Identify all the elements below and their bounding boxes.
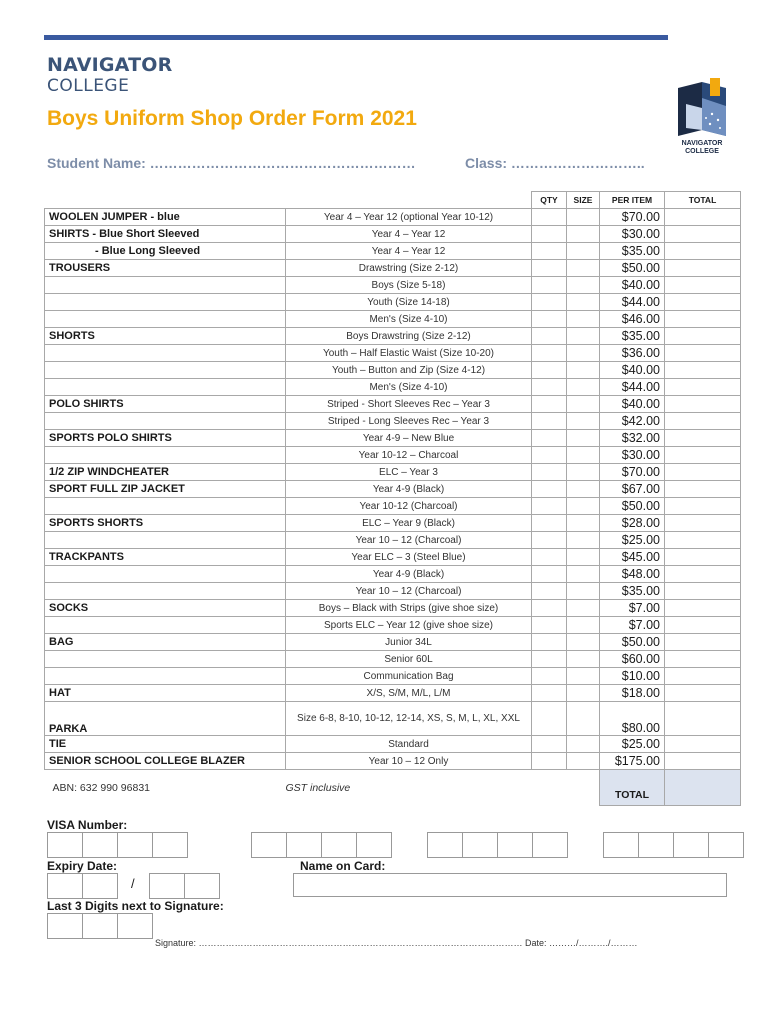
table-row xyxy=(45,532,741,549)
total-cell[interactable] xyxy=(665,600,741,617)
table-row xyxy=(45,634,741,651)
item-name: PARKA xyxy=(45,702,286,736)
size-cell[interactable] xyxy=(567,396,600,413)
price-cell: $48.00 xyxy=(600,566,665,583)
abn-text: ABN: 632 990 96831 xyxy=(52,781,150,794)
table-row xyxy=(45,464,741,481)
table-row xyxy=(45,447,741,464)
size-cell[interactable] xyxy=(567,566,600,583)
item-name: TRACKPANTS xyxy=(45,549,286,566)
item-description: Year 10-12 – Charcoal xyxy=(286,447,532,464)
table-row xyxy=(45,277,741,294)
total-cell[interactable] xyxy=(665,430,741,447)
header-total: TOTAL xyxy=(665,192,741,209)
price-cell: $35.00 xyxy=(600,583,665,600)
price-cell: $50.00 xyxy=(600,260,665,277)
cvv-digit-box[interactable] xyxy=(47,913,83,939)
item-description: Youth – Button and Zip (Size 4-12) xyxy=(286,362,532,379)
qty-cell[interactable] xyxy=(532,498,567,515)
item-name xyxy=(45,651,286,668)
item-description: ELC – Year 9 (Black) xyxy=(286,515,532,532)
size-cell[interactable] xyxy=(567,549,600,566)
total-cell[interactable] xyxy=(665,532,741,549)
qty-cell[interactable] xyxy=(532,413,567,430)
table-row xyxy=(45,685,741,702)
qty-cell[interactable] xyxy=(532,634,567,651)
size-cell[interactable] xyxy=(567,413,600,430)
item-description: Standard xyxy=(286,736,532,753)
cvv-digit-box[interactable] xyxy=(82,913,118,939)
item-description: Boys – Black with Strips (give shoe size) xyxy=(286,600,532,617)
price-cell: $67.00 xyxy=(600,481,665,498)
size-cell[interactable] xyxy=(567,498,600,515)
item-name: TIE xyxy=(45,736,286,753)
item-description: Year 4 – Year 12 xyxy=(286,226,532,243)
qty-cell[interactable] xyxy=(532,379,567,396)
item-description: X/S, S/M, M/L, L/M xyxy=(286,685,532,702)
price-cell: $44.00 xyxy=(600,379,665,396)
table-row xyxy=(45,617,741,634)
qty-cell[interactable] xyxy=(532,702,567,736)
qty-cell[interactable] xyxy=(532,600,567,617)
price-cell: $70.00 xyxy=(600,464,665,481)
price-cell: $40.00 xyxy=(600,362,665,379)
table-row xyxy=(45,600,741,617)
item-description: Year 4-9 – New Blue xyxy=(286,430,532,447)
visa-digit-box[interactable] xyxy=(497,832,533,858)
visa-digit-box[interactable] xyxy=(708,832,744,858)
header-per-item: PER ITEM xyxy=(600,192,665,209)
page-title: Boys Uniform Shop Order Form 2021 xyxy=(47,107,417,130)
table-row xyxy=(45,396,741,413)
price-cell: $30.00 xyxy=(600,447,665,464)
footer-blank xyxy=(532,770,567,806)
table-header-row xyxy=(45,192,741,209)
price-cell: $70.00 xyxy=(600,209,665,226)
item-description: Junior 34L xyxy=(286,634,532,651)
total-cell[interactable] xyxy=(665,396,741,413)
table-row xyxy=(45,481,741,498)
item-description: Youth (Size 14-18) xyxy=(286,294,532,311)
gst-text: GST inclusive xyxy=(285,781,351,794)
item-name xyxy=(45,617,286,634)
price-cell: $45.00 xyxy=(600,549,665,566)
table-row xyxy=(45,566,741,583)
price-cell: $32.00 xyxy=(600,430,665,447)
table-row xyxy=(45,362,741,379)
total-cell[interactable] xyxy=(665,311,741,328)
qty-cell[interactable] xyxy=(532,617,567,634)
table-row xyxy=(45,651,741,668)
item-description: Year ELC – 3 (Steel Blue) xyxy=(286,549,532,566)
qty-cell[interactable] xyxy=(532,294,567,311)
price-cell: $25.00 xyxy=(600,532,665,549)
visa-digit-box[interactable] xyxy=(117,832,153,858)
size-cell[interactable] xyxy=(567,447,600,464)
qty-cell[interactable] xyxy=(532,209,567,226)
item-name xyxy=(45,566,286,583)
item-name: - Blue Long Sleeved xyxy=(45,243,286,260)
total-cell[interactable] xyxy=(665,651,741,668)
cvv-boxes xyxy=(47,913,152,939)
table-row xyxy=(45,260,741,277)
price-cell: $25.00 xyxy=(600,736,665,753)
total-cell[interactable] xyxy=(665,294,741,311)
qty-cell[interactable] xyxy=(532,668,567,685)
brand-name: NAVIGATOR xyxy=(47,54,173,76)
expiry-label: Expiry Date: xyxy=(47,859,118,873)
total-cell[interactable] xyxy=(665,753,741,770)
table-row xyxy=(45,328,741,345)
visa-label: VISA Number: xyxy=(47,818,128,832)
total-cell[interactable] xyxy=(665,447,741,464)
size-cell[interactable] xyxy=(567,260,600,277)
table-footer-row xyxy=(45,770,741,806)
qty-cell[interactable] xyxy=(532,277,567,294)
item-name xyxy=(45,362,286,379)
visa-digit-box[interactable] xyxy=(47,832,83,858)
item-description: Size 6-8, 8-10, 10-12, 12-14, XS, S, M, L, XL, XXL xyxy=(286,702,532,736)
qty-cell[interactable] xyxy=(532,736,567,753)
table-row xyxy=(45,736,741,753)
item-name xyxy=(45,277,286,294)
total-cell[interactable] xyxy=(665,566,741,583)
item-description: Boys Drawstring (Size 2-12) xyxy=(286,328,532,345)
table-row xyxy=(45,209,741,226)
student-name-field[interactable]: Student Name: ………………………………………………… xyxy=(47,155,416,171)
size-cell[interactable] xyxy=(567,702,600,736)
price-cell: $44.00 xyxy=(600,294,665,311)
total-cell[interactable] xyxy=(665,209,741,226)
qty-cell[interactable] xyxy=(532,566,567,583)
item-name: SPORTS SHORTS xyxy=(45,515,286,532)
item-name: HAT xyxy=(45,685,286,702)
item-description: Drawstring (Size 2-12) xyxy=(286,260,532,277)
logo-caption-line2: COLLEGE xyxy=(685,148,719,155)
size-cell[interactable] xyxy=(567,651,600,668)
visa-digit-box[interactable] xyxy=(321,832,357,858)
size-cell[interactable] xyxy=(567,311,600,328)
header-qty: QTY xyxy=(532,192,567,209)
table-row xyxy=(45,583,741,600)
item-name xyxy=(45,413,286,430)
visa-digit-box[interactable] xyxy=(673,832,709,858)
total-cell[interactable] xyxy=(665,413,741,430)
visa-digit-box[interactable] xyxy=(82,832,118,858)
item-description: Men's (Size 4-10) xyxy=(286,311,532,328)
qty-cell[interactable] xyxy=(532,753,567,770)
item-name xyxy=(45,311,286,328)
price-cell: $7.00 xyxy=(600,600,665,617)
size-cell[interactable] xyxy=(567,753,600,770)
price-cell: $10.00 xyxy=(600,668,665,685)
item-name xyxy=(45,583,286,600)
price-cell: $35.00 xyxy=(600,243,665,260)
header-blank xyxy=(286,192,532,209)
price-cell: $7.00 xyxy=(600,617,665,634)
price-cell: $46.00 xyxy=(600,311,665,328)
size-cell[interactable] xyxy=(567,736,600,753)
price-cell: $40.00 xyxy=(600,396,665,413)
size-cell[interactable] xyxy=(567,617,600,634)
size-cell[interactable] xyxy=(567,362,600,379)
table-row xyxy=(45,549,741,566)
size-cell[interactable] xyxy=(567,464,600,481)
qty-cell[interactable] xyxy=(532,685,567,702)
item-name: 1/2 ZIP WINDCHEATER xyxy=(45,464,286,481)
table-row xyxy=(45,430,741,447)
item-name: SHIRTS - Blue Short Sleeved xyxy=(45,226,286,243)
total-cell[interactable] xyxy=(665,243,741,260)
item-name xyxy=(45,379,286,396)
total-cell[interactable] xyxy=(665,736,741,753)
item-description: Sports ELC – Year 12 (give shoe size) xyxy=(286,617,532,634)
visa-digit-box[interactable] xyxy=(462,832,498,858)
order-table xyxy=(44,191,741,806)
price-cell: $30.00 xyxy=(600,226,665,243)
class-field[interactable]: Class: ……………………….. xyxy=(465,155,645,171)
item-name: WOOLEN JUMPER - blue xyxy=(45,209,286,226)
table-row xyxy=(45,379,741,396)
total-cell[interactable] xyxy=(665,277,741,294)
total-cell[interactable] xyxy=(665,583,741,600)
total-cell[interactable] xyxy=(665,685,741,702)
qty-cell[interactable] xyxy=(532,243,567,260)
qty-cell[interactable] xyxy=(532,260,567,277)
visa-digit-box[interactable] xyxy=(251,832,287,858)
item-description: Youth – Half Elastic Waist (Size 10-20) xyxy=(286,345,532,362)
item-description: Striped - Short Sleeves Rec – Year 3 xyxy=(286,396,532,413)
size-cell[interactable] xyxy=(567,277,600,294)
qty-cell[interactable] xyxy=(532,447,567,464)
size-cell[interactable] xyxy=(567,583,600,600)
total-cell[interactable] xyxy=(665,668,741,685)
total-label: TOTAL xyxy=(600,770,665,806)
total-cell[interactable] xyxy=(665,634,741,651)
name-on-card-field[interactable] xyxy=(293,873,727,897)
item-name: SOCKS xyxy=(45,600,286,617)
total-cell[interactable] xyxy=(665,379,741,396)
item-description: Communication Bag xyxy=(286,668,532,685)
visa-digit-box[interactable] xyxy=(638,832,674,858)
qty-cell[interactable] xyxy=(532,651,567,668)
visa-digit-box[interactable] xyxy=(286,832,322,858)
table-row xyxy=(45,498,741,515)
qty-cell[interactable] xyxy=(532,515,567,532)
item-name xyxy=(45,294,286,311)
qty-cell[interactable] xyxy=(532,430,567,447)
item-description: Year 4-9 (Black) xyxy=(286,566,532,583)
qty-cell[interactable] xyxy=(532,464,567,481)
price-cell: $36.00 xyxy=(600,345,665,362)
qty-cell[interactable] xyxy=(532,549,567,566)
total-cell[interactable] xyxy=(665,617,741,634)
item-description: Year 4-9 (Black) xyxy=(286,481,532,498)
item-description: Striped - Long Sleeves Rec – Year 3 xyxy=(286,413,532,430)
logo-caption-line1: NAVIGATOR xyxy=(681,140,723,147)
item-name: SPORTS POLO SHIRTS xyxy=(45,430,286,447)
visa-group-4 xyxy=(603,832,743,858)
size-cell[interactable] xyxy=(567,226,600,243)
expiry-digit-box[interactable] xyxy=(47,873,83,899)
size-cell[interactable] xyxy=(567,668,600,685)
table-row xyxy=(45,668,741,685)
price-cell: $60.00 xyxy=(600,651,665,668)
size-cell[interactable] xyxy=(567,515,600,532)
qty-cell[interactable] xyxy=(532,345,567,362)
size-cell[interactable] xyxy=(567,379,600,396)
total-cell[interactable] xyxy=(665,498,741,515)
size-cell[interactable] xyxy=(567,600,600,617)
qty-cell[interactable] xyxy=(532,532,567,549)
visa-digit-box[interactable] xyxy=(532,832,568,858)
total-cell[interactable] xyxy=(665,515,741,532)
size-cell[interactable] xyxy=(567,430,600,447)
expiry-slash: / xyxy=(131,876,135,891)
total-cell[interactable] xyxy=(665,464,741,481)
signature-line[interactable]: Signature: ……………………………………………………………………………………………… Date: ………/………./……… xyxy=(155,938,638,948)
table-row xyxy=(45,294,741,311)
expiry-digit-box[interactable] xyxy=(184,873,220,899)
size-cell[interactable] xyxy=(567,243,600,260)
qty-cell[interactable] xyxy=(532,328,567,345)
size-cell[interactable] xyxy=(567,345,600,362)
table-row xyxy=(45,702,741,736)
total-cell[interactable] xyxy=(665,549,741,566)
size-cell[interactable] xyxy=(567,532,600,549)
header-blank xyxy=(45,192,286,209)
brand-college: COLLEGE xyxy=(47,76,130,96)
total-cell[interactable] xyxy=(665,702,741,736)
item-description: Men's (Size 4-10) xyxy=(286,379,532,396)
total-cell[interactable] xyxy=(665,345,741,362)
table-row xyxy=(45,226,741,243)
item-description: Year 10 – 12 (Charcoal) xyxy=(286,532,532,549)
grand-total-cell[interactable] xyxy=(665,770,741,806)
price-cell: $35.00 xyxy=(600,328,665,345)
total-cell[interactable] xyxy=(665,260,741,277)
visa-digit-box[interactable] xyxy=(356,832,392,858)
total-cell[interactable] xyxy=(665,328,741,345)
item-name xyxy=(45,498,286,515)
cvv-label: Last 3 Digits next to Signature: xyxy=(47,899,224,913)
table-row xyxy=(45,243,741,260)
item-name: SENIOR SCHOOL COLLEGE BLAZER xyxy=(45,753,286,770)
table-row xyxy=(45,311,741,328)
item-description: Senior 60L xyxy=(286,651,532,668)
visa-digit-box[interactable] xyxy=(603,832,639,858)
item-name: SHORTS xyxy=(45,328,286,345)
size-cell[interactable] xyxy=(567,294,600,311)
price-cell: $80.00 xyxy=(600,702,665,736)
visa-group-3 xyxy=(427,832,567,858)
item-name: TROUSERS xyxy=(45,260,286,277)
size-cell[interactable] xyxy=(567,209,600,226)
item-name: BAG xyxy=(45,634,286,651)
qty-cell[interactable] xyxy=(532,396,567,413)
item-name xyxy=(45,447,286,464)
price-cell: $50.00 xyxy=(600,634,665,651)
visa-group-1 xyxy=(47,832,187,858)
item-description: Year 10 – 12 Only xyxy=(286,753,532,770)
cvv-digit-box[interactable] xyxy=(117,913,153,939)
table-row xyxy=(45,345,741,362)
price-cell: $50.00 xyxy=(600,498,665,515)
expiry-year xyxy=(149,873,219,899)
expiry-month xyxy=(47,873,117,899)
expiry-digit-box[interactable] xyxy=(82,873,118,899)
item-name: SPORT FULL ZIP JACKET xyxy=(45,481,286,498)
item-description: Year 4 – Year 12 xyxy=(286,243,532,260)
total-cell[interactable] xyxy=(665,481,741,498)
header-size: SIZE xyxy=(567,192,600,209)
visa-digit-box[interactable] xyxy=(427,832,463,858)
size-cell[interactable] xyxy=(567,328,600,345)
size-cell[interactable] xyxy=(567,685,600,702)
price-cell: $40.00 xyxy=(600,277,665,294)
logo-caption xyxy=(668,140,736,156)
item-name xyxy=(45,668,286,685)
expiry-digit-box[interactable] xyxy=(149,873,185,899)
size-cell[interactable] xyxy=(567,634,600,651)
item-name xyxy=(45,345,286,362)
college-logo-icon xyxy=(672,78,732,140)
qty-cell[interactable] xyxy=(532,583,567,600)
table-row xyxy=(45,413,741,430)
price-cell: $18.00 xyxy=(600,685,665,702)
item-description: ELC – Year 3 xyxy=(286,464,532,481)
price-cell: $28.00 xyxy=(600,515,665,532)
item-description: Year 4 – Year 12 (optional Year 10-12) xyxy=(286,209,532,226)
price-cell: $42.00 xyxy=(600,413,665,430)
visa-digit-box[interactable] xyxy=(152,832,188,858)
total-cell[interactable] xyxy=(665,362,741,379)
qty-cell[interactable] xyxy=(532,311,567,328)
item-name: POLO SHIRTS xyxy=(45,396,286,413)
qty-cell[interactable] xyxy=(532,362,567,379)
item-description: Year 10 – 12 (Charcoal) xyxy=(286,583,532,600)
size-cell[interactable] xyxy=(567,481,600,498)
table-row xyxy=(45,515,741,532)
total-cell[interactable] xyxy=(665,226,741,243)
item-description: Year 10-12 (Charcoal) xyxy=(286,498,532,515)
item-description: Boys (Size 5-18) xyxy=(286,277,532,294)
header-bar xyxy=(44,35,668,40)
price-cell: $175.00 xyxy=(600,753,665,770)
name-on-card-label: Name on Card: xyxy=(300,859,386,873)
table-row xyxy=(45,753,741,770)
visa-group-2 xyxy=(251,832,391,858)
qty-cell[interactable] xyxy=(532,481,567,498)
footer-blank xyxy=(567,770,600,806)
qty-cell[interactable] xyxy=(532,226,567,243)
item-name xyxy=(45,532,286,549)
